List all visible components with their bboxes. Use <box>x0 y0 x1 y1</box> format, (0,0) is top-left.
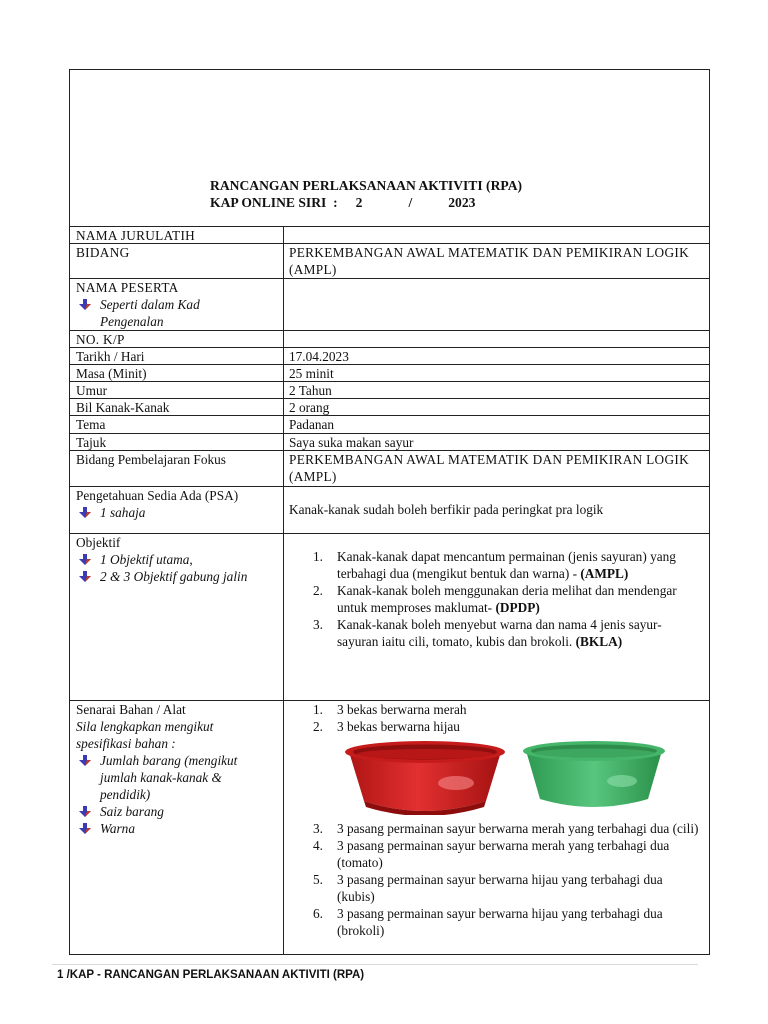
objektif-list <box>289 548 701 650</box>
row-tema <box>70 416 709 434</box>
item-number: 5. <box>313 872 323 887</box>
item-number: 1. <box>313 702 323 717</box>
form-subtitle <box>210 195 475 211</box>
item-text: 3 pasang permainan sayur berwarna hijau yang terbahagi dua (brokoli) <box>337 906 663 938</box>
value-bidang-fokus: PERKEMBANGAN AWAL MATEMATIK DAN PEMIKIRAN LOGIK (AMPL) <box>289 452 689 484</box>
cell-senarai-bahan <box>70 701 284 954</box>
note-senarai-1-text: Jumlah barang (mengikut jumlah kanak-kanak & pendidik) <box>100 753 238 802</box>
bullet-arrow-icon <box>79 571 91 582</box>
cell-objektif-items <box>284 534 709 700</box>
label-tema: Tema <box>70 416 284 433</box>
senarai-item <box>289 820 701 837</box>
label-objektif: Objektif <box>76 535 121 550</box>
item-tag: (DPDP) <box>495 600 540 615</box>
cell-nama-peserta <box>70 279 284 330</box>
row-bil-kanak <box>70 399 709 416</box>
value-tarikh: 17.04.2023 <box>289 349 349 364</box>
value-nama-jurulatih <box>284 227 709 243</box>
row-masa <box>70 365 709 382</box>
item-number: 6. <box>313 906 323 921</box>
green-basin-image <box>522 739 666 811</box>
item-text: 3 pasang permainan sayur berwarna merah yang terbahagi dua (tomato) <box>337 838 670 870</box>
note-senarai-2 <box>76 803 283 820</box>
objektif-item <box>289 548 701 582</box>
label-nama-peserta: NAMA PESERTA <box>76 280 179 295</box>
title-area <box>70 70 709 227</box>
siri-label: KAP ONLINE SIRI : <box>210 195 338 210</box>
objektif-item <box>289 616 701 650</box>
cell-senarai-items <box>284 701 709 954</box>
item-number: 1. <box>313 549 323 564</box>
value-tema: Padanan <box>289 417 335 432</box>
item-number: 3. <box>313 617 323 632</box>
label-no-kp: NO. K/P <box>70 331 284 347</box>
item-tag: (BKLA) <box>575 634 623 649</box>
note-senarai-3-text: Warna <box>100 821 135 836</box>
bullet-arrow-icon <box>79 299 91 310</box>
siri-year: 2023 <box>448 195 476 210</box>
senarai-item <box>289 837 701 871</box>
page-footer: 1 /KAP - RANCANGAN PERLAKSANAAN AKTIVITI (RPA) <box>57 969 365 981</box>
note-nama-peserta <box>76 296 220 330</box>
note-senarai-1 <box>76 752 270 803</box>
label-umur: Umur <box>70 382 284 398</box>
note-objektif-2-text: 2 & 3 Objektif gabung jalin <box>100 569 248 584</box>
label-senarai-bahan: Senarai Bahan / Alat <box>76 702 186 717</box>
value-nama-peserta <box>284 279 709 330</box>
label-bidang: BIDANG <box>70 244 284 278</box>
item-text: 3 bekas berwarna merah <box>337 702 467 717</box>
label-nama-jurulatih: NAMA JURULATIH <box>70 227 284 243</box>
note-psa <box>76 504 283 521</box>
row-objektif <box>70 534 709 701</box>
bullet-arrow-icon <box>79 755 91 766</box>
item-text: Kanak-kanak dapat mencantum permainan (jenis sayuran) yang terbahagi dua (mengikut bentuk dan warna) - <box>337 549 676 581</box>
label-bidang-fokus: Bidang Pembelajaran Fokus <box>70 451 284 486</box>
cell-psa <box>70 487 284 533</box>
item-tag: (AMPL) <box>580 566 629 581</box>
value-no-kp <box>284 331 709 347</box>
item-number: 2. <box>313 719 323 734</box>
label-tarikh: Tarikh / Hari <box>70 348 284 364</box>
row-tajuk <box>70 434 709 451</box>
row-nama-peserta <box>70 279 709 331</box>
note-psa-text: 1 sahaja <box>100 505 146 520</box>
bullet-arrow-icon <box>79 507 91 518</box>
red-basin-image <box>344 739 506 815</box>
item-number: 4. <box>313 838 323 853</box>
senarai-item <box>289 701 701 718</box>
objektif-item <box>289 582 701 616</box>
row-bidang-fokus <box>70 451 709 487</box>
senarai-intro: Sila lengkapkan mengikut spesifikasi bahan : <box>76 719 214 751</box>
label-tajuk: Tajuk <box>70 434 284 450</box>
row-psa <box>70 487 709 534</box>
siri-number: 2 <box>355 195 363 210</box>
senarai-list-bottom <box>289 820 701 939</box>
note-nama-peserta-text: Seperti dalam Kad Pengenalan <box>100 297 200 329</box>
rpa-form <box>69 69 710 955</box>
item-text: 3 pasang permainan sayur berwarna merah yang terbahagi dua (cili) <box>337 821 699 836</box>
senarai-item <box>289 905 701 939</box>
note-senarai-2-text: Saiz barang <box>100 804 164 819</box>
row-bidang <box>70 244 709 279</box>
item-number: 3. <box>313 821 323 836</box>
note-senarai-3 <box>76 820 283 837</box>
label-bil-kanak: Bil Kanak-Kanak <box>70 399 284 415</box>
row-no-kp <box>70 331 709 348</box>
footer-divider <box>52 964 698 965</box>
value-umur: 2 Tahun <box>289 383 332 398</box>
note-objektif-1 <box>76 551 283 568</box>
siri-slash: / <box>408 195 413 210</box>
bullet-arrow-icon <box>79 806 91 817</box>
value-masa: 25 minit <box>289 366 334 381</box>
value-psa: Kanak-kanak sudah boleh berfikir pada peringkat pra logik <box>289 502 604 517</box>
item-number: 2. <box>313 583 323 598</box>
item-text: Kanak-kanak boleh menyebut warna dan nama 4 jenis sayur-sayuran iaitu cili, tomato, kubis dan brokoli. <box>337 617 662 649</box>
senarai-list-top <box>289 701 701 735</box>
row-senarai-bahan <box>70 701 709 954</box>
item-text: Kanak-kanak boleh menggunakan deria melihat dan mendengar untuk memproses maklumat- <box>337 583 677 615</box>
bullet-arrow-icon <box>79 823 91 834</box>
cell-objektif <box>70 534 284 700</box>
item-text: 3 bekas berwarna hijau <box>337 719 460 734</box>
value-bil-kanak: 2 orang <box>289 400 330 415</box>
note-objektif-2 <box>76 568 283 585</box>
item-text: 3 pasang permainan sayur berwarna hijau yang terbahagi dua (kubis) <box>337 872 663 904</box>
value-bidang: PERKEMBANGAN AWAL MATEMATIK DAN PEMIKIRAN LOGIK (AMPL) <box>289 245 689 277</box>
row-tarikh <box>70 348 709 365</box>
bullet-arrow-icon <box>79 554 91 565</box>
note-objektif-1-text: 1 Objektif utama, <box>100 552 193 567</box>
label-psa: Pengetahuan Sedia Ada (PSA) <box>76 488 239 503</box>
senarai-item <box>289 718 701 735</box>
row-nama-jurulatih <box>70 227 709 244</box>
label-masa: Masa (Minit) <box>70 365 284 381</box>
senarai-item <box>289 871 701 905</box>
row-umur <box>70 382 709 399</box>
form-title: RANCANGAN PERLAKSANAAN AKTIVITI (RPA) <box>210 178 523 193</box>
value-tajuk: Saya suka makan sayur <box>289 435 414 450</box>
